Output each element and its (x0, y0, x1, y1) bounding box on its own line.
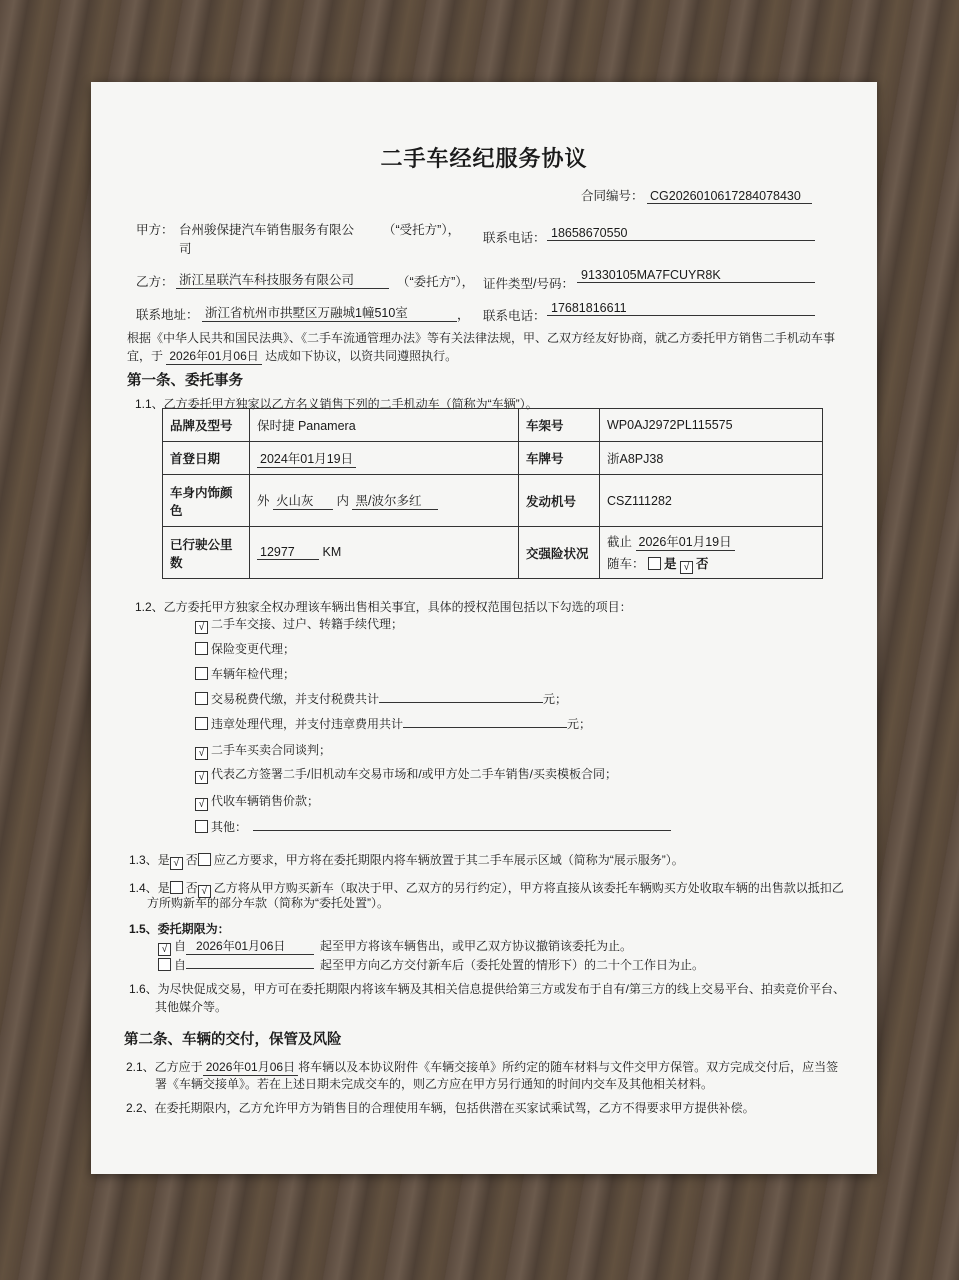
auth-checkbox[interactable] (195, 820, 208, 833)
auth-item-label: 二手车交接、过户、转籍手续代理； (211, 617, 404, 631)
contract-number-label: 合同编号： (581, 189, 644, 203)
term-option-2-date-blank[interactable] (186, 956, 314, 969)
term-start-date: 2026年01月06日 (186, 937, 314, 955)
auth-item-suffix: 元； (543, 692, 568, 706)
auth-item-label: 二手车买卖合同谈判； (211, 743, 332, 757)
vehicle-info-table (162, 408, 823, 579)
registration-cell (250, 442, 519, 475)
clause-1-4-no-checkbox[interactable]: √ (198, 885, 211, 898)
engine-label: 发动机号 (519, 475, 600, 527)
auth-item-label: 保险变更代理； (211, 642, 296, 656)
auth-checkbox[interactable] (195, 642, 208, 655)
clause-1-4-yes-label: 是 (157, 881, 170, 895)
clause-1-4-no-label: 否 (185, 881, 198, 895)
contract-number: CG2026010617284078430 (647, 189, 812, 204)
clause-1-3-yes-checkbox[interactable]: √ (170, 857, 183, 870)
party-a-name-line2: 司 (179, 242, 192, 256)
clause-1-2: 1.2、乙方委托甲方独家全权办理该车辆出售相关事宜，具体的授权范围包括以下勾选的项目： (135, 600, 632, 614)
with-car-label: 随车： (607, 556, 645, 571)
auth-item (195, 690, 567, 707)
auth-checkbox[interactable]: √ (195, 771, 208, 784)
clause-2-1-line2: 署《车辆交接单》。若在上述日期未完成交车的，则乙方应在甲方另行通知的时间内交车及其他相关材料。 (155, 1077, 714, 1091)
vin-label: 车架号 (519, 409, 600, 442)
tax-amount-blank[interactable] (379, 690, 543, 703)
clause-2-2: 2.2、在委托期限内，乙方允许甲方为销售目的合理使用车辆，包括供潜在买家试乘试驾，乙方不得要求甲方提供补偿。 (126, 1101, 755, 1115)
auth-item-label: 代收车辆销售价款； (211, 794, 320, 808)
party-b-address: 浙江省杭州市拱墅区万融城1幢510室 (202, 303, 457, 322)
auth-item-label: 违章处理代理，并支付违章费用共计 (211, 717, 404, 731)
mileage-unit: KM (322, 545, 342, 559)
color-cell (250, 475, 519, 527)
auth-item-label: 车辆年检代理； (211, 667, 296, 681)
auth-item (195, 615, 403, 634)
with-car-no-checkbox[interactable]: √ (680, 561, 693, 574)
clause-1-3-text: 应乙方要求，甲方将在委托期限内将车辆放置于其二手车展示区域（简称为“展示服务”）。 (213, 853, 684, 867)
intro-line2 (127, 347, 457, 365)
clause-1-5-title: 1.5、委托期限为： (129, 922, 230, 936)
intro-line1: 根据《中华人民共和国民法典》、《二手车流通管理办法》等有关法律法规，甲、乙双方经友好协商，就乙方委托甲方销售二手机动车事 (127, 331, 836, 345)
auth-item (195, 765, 617, 784)
auth-checkbox[interactable]: √ (195, 621, 208, 634)
insurance-until-row (607, 532, 815, 551)
intro-line2-post: 达成如下协议，以资共同遵照执行。 (265, 349, 458, 363)
engine-value: CSZ111282 (600, 475, 823, 527)
plate-label: 车牌号 (519, 442, 600, 475)
clause-1-4-line1: 乙方将从甲方购买新车（取决于甲、乙双方的另行约定），甲方将直接从该委托车辆购买方处收取车辆的出售款以抵扣乙 (213, 881, 844, 895)
auth-item (195, 640, 295, 657)
clause-2-1-text: 将车辆以及本协议附件《车辆交接单》所约定的随车材料与文件交甲方保管。双方完成交付后，应当签 (298, 1060, 839, 1074)
party-b-phone: 17681816611 (547, 301, 815, 316)
party-a-phone: 18658670550 (547, 226, 815, 241)
section-1-title: 第一条、委托事务 (127, 373, 243, 389)
term-option-1 (158, 937, 632, 956)
clause-1-1: 1.1、乙方委托甲方独家以乙方名义销售下列的二手机动车（简称为“车辆”）。 (135, 397, 538, 411)
clause-1-4-yes-checkbox[interactable] (170, 881, 183, 894)
term-option-2 (158, 956, 704, 973)
clause-1-4-num: 1.4、 (129, 881, 158, 895)
page-title: 二手车经纪服务协议 (380, 146, 588, 171)
color-label: 车身内饰颜色 (163, 475, 250, 527)
violation-amount-blank[interactable] (403, 715, 567, 728)
auth-checkbox[interactable] (195, 717, 208, 730)
contract-paper (91, 82, 877, 1174)
clause-1-6-line2: 其他媒介等。 (155, 1000, 228, 1014)
with-car-yes-label: 是 (664, 556, 677, 571)
party-b-role: （“委托方”）， (397, 275, 475, 289)
party-b-phone-label: 联系电话： (483, 309, 546, 323)
mileage-label: 已行驶公里数 (163, 527, 250, 579)
auth-item (195, 818, 671, 835)
term-option-1-checkbox[interactable]: √ (158, 943, 171, 956)
clause-1-4-line2: 方所购新车的部分车款（简称为“委托处置”）。 (147, 896, 389, 910)
insurance-until-label: 截止 (607, 534, 633, 549)
contract-number-row (581, 186, 812, 204)
term-option-2-pre: 自 (174, 958, 187, 972)
auth-checkbox[interactable]: √ (195, 747, 208, 760)
party-b-label: 乙方： (136, 275, 174, 289)
section-2-title: 第二条、车辆的交付，保管及风险 (124, 1032, 342, 1048)
insurance-label: 交强险状况 (519, 527, 600, 579)
clause-1-3 (129, 851, 684, 870)
registration-label: 首登日期 (163, 442, 250, 475)
plate-value: 浙A8PJ38 (600, 442, 823, 475)
party-a-label: 甲方： (136, 223, 174, 237)
clause-2-1-line1 (126, 1058, 838, 1076)
interior-prefix: 内 (336, 494, 349, 508)
auth-item-label: 其他： (211, 820, 248, 834)
auth-item (195, 715, 591, 732)
auth-item-label: 交易税费代缴，并支付税费共计 (211, 692, 380, 706)
auth-checkbox[interactable] (195, 667, 208, 680)
brand-value: 保时捷 Panamera (250, 409, 519, 442)
clause-2-1-pre: 2.1、乙方应于 (126, 1060, 203, 1074)
with-car-row (607, 554, 815, 574)
party-b-id-label: 证件类型/号码： (483, 277, 574, 291)
party-b-address-comma: ， (457, 308, 470, 322)
brand-label: 品牌及型号 (163, 409, 250, 442)
clause-1-3-no-checkbox[interactable] (198, 853, 211, 866)
auth-item (195, 741, 331, 760)
with-car-no-label: 否 (696, 556, 709, 571)
auth-checkbox[interactable] (195, 692, 208, 705)
clause-1-6-line1: 1.6、为尽快促成交易，甲方可在委托期限内将该车辆及其相关信息提供给第三方或发布于自有/第三方的线上交易平台、拍卖竞价平台、 (129, 982, 846, 996)
auth-item-suffix: 元； (567, 717, 592, 731)
registration-date: 2024年01月19日 (257, 449, 356, 468)
vin-value: WP0AJ2972PL115575 (600, 409, 823, 442)
mileage-value: 12977 (257, 545, 319, 560)
exterior-prefix: 外 (257, 494, 270, 508)
other-blank[interactable] (253, 818, 671, 831)
term-option-2-text: 起至甲方向乙方交付新车后（委托处置的情形下）的二十个工作日为止。 (320, 958, 705, 972)
party-b-address-label: 联系地址： (136, 308, 199, 322)
agreement-date: 2026年01月06日 (166, 347, 261, 365)
with-car-yes-checkbox[interactable] (648, 557, 661, 570)
term-option-2-checkbox[interactable] (158, 958, 171, 971)
auth-item-label: 代表乙方签署二手/旧机动车交易市场和/或甲方处二手车销售/买卖模板合同； (211, 767, 618, 781)
insurance-until-date: 2026年01月19日 (636, 532, 735, 551)
clause-1-3-no-label: 否 (185, 853, 198, 867)
intro-line2-pre: 宜，于 (127, 349, 164, 363)
clause-1-3-yes-label: 是 (157, 853, 170, 867)
insurance-cell (600, 527, 823, 579)
mileage-cell (250, 527, 519, 579)
exterior-color: 火山灰 (273, 491, 333, 510)
party-a-role: （“受托方”）， (383, 223, 461, 237)
party-a-name-line1: 台州骏保捷汽车销售服务有限公 (179, 223, 355, 237)
auth-checkbox[interactable]: √ (195, 798, 208, 811)
auth-item (195, 665, 295, 682)
delivery-date: 2026年01月06日 (203, 1058, 298, 1076)
term-option-1-text: 起至甲方将该车辆售出，或甲乙双方协议撤销该委托为止。 (320, 939, 633, 953)
party-b-id-number: 91330105MA7FCUYR8K (577, 268, 815, 283)
party-a-phone-label: 联系电话： (483, 231, 546, 245)
term-option-1-pre: 自 (174, 939, 187, 953)
auth-item (195, 792, 319, 811)
clause-1-3-num: 1.3、 (129, 853, 158, 867)
party-b-name: 浙江星联汽车科技服务有限公司 (176, 270, 389, 289)
interior-color: 黑/波尔多红 (352, 491, 438, 510)
